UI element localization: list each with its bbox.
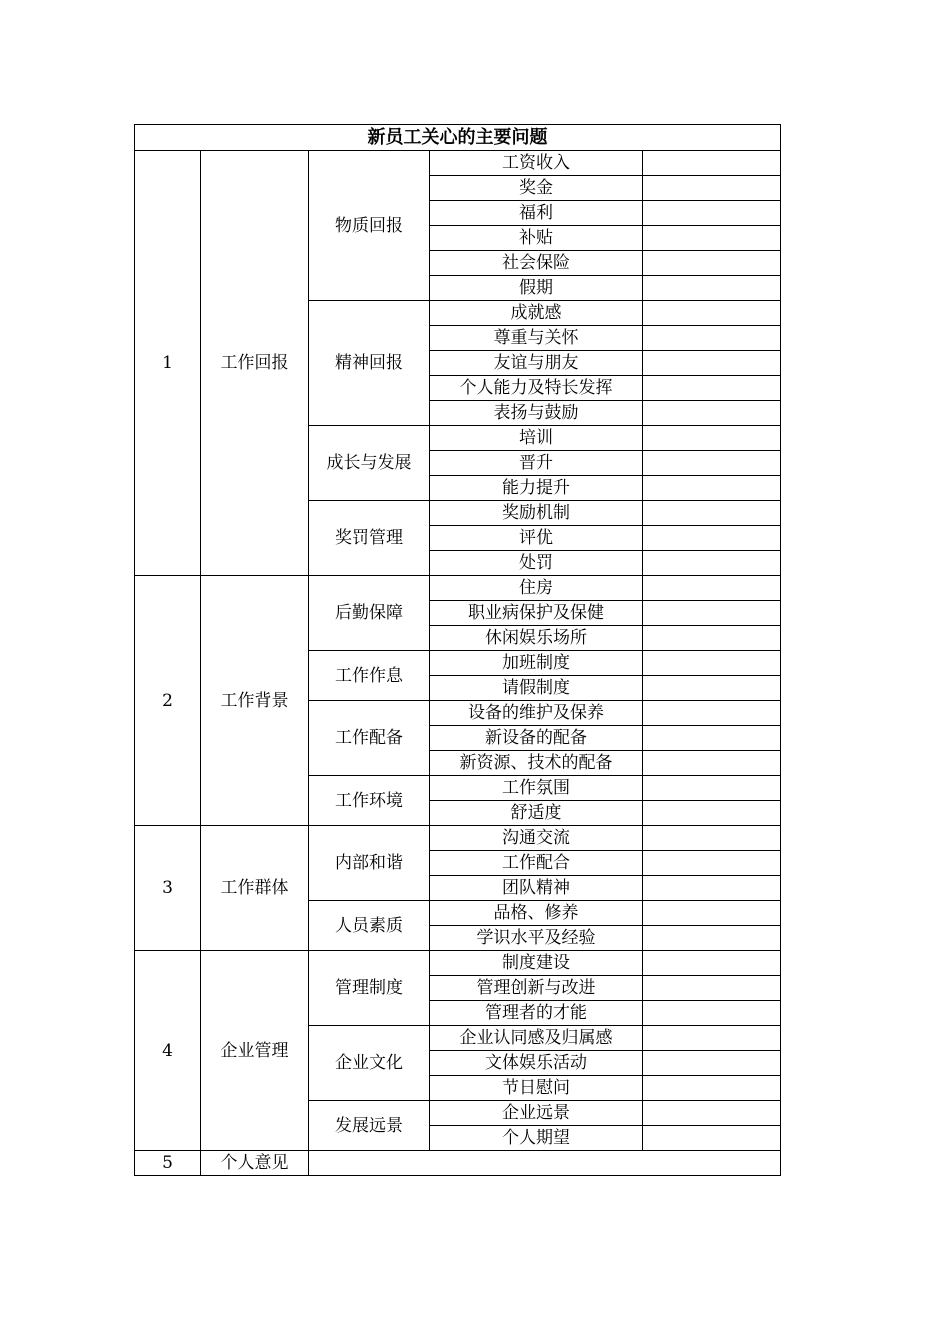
answer-cell[interactable] xyxy=(643,976,781,1001)
item-name: 设备的维护及保养 xyxy=(430,701,643,726)
group-name: 工作配备 xyxy=(309,701,430,776)
section-number: 2 xyxy=(135,576,201,826)
table-row xyxy=(135,826,781,851)
group-name: 人员素质 xyxy=(309,901,430,951)
item-name: 文体娱乐活动 xyxy=(430,1051,643,1076)
item-name: 制度建设 xyxy=(430,951,643,976)
item-name: 假期 xyxy=(430,276,643,301)
item-name: 舒适度 xyxy=(430,801,643,826)
table-row xyxy=(135,576,781,601)
answer-cell[interactable] xyxy=(643,726,781,751)
item-name: 尊重与关怀 xyxy=(430,326,643,351)
item-name: 表扬与鼓励 xyxy=(430,401,643,426)
answer-cell[interactable] xyxy=(643,501,781,526)
item-name: 工作氛围 xyxy=(430,776,643,801)
answer-cell[interactable] xyxy=(643,876,781,901)
answer-cell[interactable] xyxy=(643,176,781,201)
item-name: 企业认同感及归属感 xyxy=(430,1026,643,1051)
item-name: 个人能力及特长发挥 xyxy=(430,376,643,401)
answer-cell[interactable] xyxy=(643,951,781,976)
item-name: 沟通交流 xyxy=(430,826,643,851)
answer-cell[interactable] xyxy=(643,801,781,826)
section-name: 工作回报 xyxy=(201,151,309,576)
section-name: 个人意见 xyxy=(201,1151,309,1176)
answer-cell[interactable] xyxy=(643,701,781,726)
item-name: 奖励机制 xyxy=(430,501,643,526)
group-name: 工作作息 xyxy=(309,651,430,701)
opinion-cell[interactable] xyxy=(309,1151,781,1176)
item-name: 团队精神 xyxy=(430,876,643,901)
answer-cell[interactable] xyxy=(643,901,781,926)
item-name: 社会保险 xyxy=(430,251,643,276)
title-row xyxy=(135,125,781,151)
table-row xyxy=(135,151,781,176)
item-name: 工资收入 xyxy=(430,151,643,176)
answer-cell[interactable] xyxy=(643,276,781,301)
group-name: 成长与发展 xyxy=(309,426,430,501)
section-name: 企业管理 xyxy=(201,951,309,1151)
answer-cell[interactable] xyxy=(643,251,781,276)
section-number: 1 xyxy=(135,151,201,576)
answer-cell[interactable] xyxy=(643,1126,781,1151)
item-name: 处罚 xyxy=(430,551,643,576)
item-name: 学识水平及经验 xyxy=(430,926,643,951)
table-title: 新员工关心的主要问题 xyxy=(135,125,781,151)
group-name: 内部和谐 xyxy=(309,826,430,901)
survey-body xyxy=(135,125,781,1176)
answer-cell[interactable] xyxy=(643,451,781,476)
answer-cell[interactable] xyxy=(643,526,781,551)
answer-cell[interactable] xyxy=(643,426,781,451)
item-name: 企业远景 xyxy=(430,1101,643,1126)
answer-cell[interactable] xyxy=(643,226,781,251)
answer-cell[interactable] xyxy=(643,1076,781,1101)
group-name: 工作环境 xyxy=(309,776,430,826)
answer-cell[interactable] xyxy=(643,826,781,851)
answer-cell[interactable] xyxy=(643,1101,781,1126)
item-name: 个人期望 xyxy=(430,1126,643,1151)
group-name: 精神回报 xyxy=(309,301,430,426)
item-name: 管理者的才能 xyxy=(430,1001,643,1026)
item-name: 管理创新与改进 xyxy=(430,976,643,1001)
group-name: 奖罚管理 xyxy=(309,501,430,576)
answer-cell[interactable] xyxy=(643,601,781,626)
table-row-final xyxy=(135,1151,781,1176)
group-name: 物质回报 xyxy=(309,151,430,301)
answer-cell[interactable] xyxy=(643,376,781,401)
answer-cell[interactable] xyxy=(643,301,781,326)
answer-cell[interactable] xyxy=(643,751,781,776)
item-name: 加班制度 xyxy=(430,651,643,676)
answer-cell[interactable] xyxy=(643,201,781,226)
item-name: 友谊与朋友 xyxy=(430,351,643,376)
item-name: 晋升 xyxy=(430,451,643,476)
group-name: 后勤保障 xyxy=(309,576,430,651)
survey-table xyxy=(134,124,781,1176)
answer-cell[interactable] xyxy=(643,776,781,801)
item-name: 能力提升 xyxy=(430,476,643,501)
item-name: 职业病保护及保健 xyxy=(430,601,643,626)
table-row xyxy=(135,951,781,976)
item-name: 福利 xyxy=(430,201,643,226)
answer-cell[interactable] xyxy=(643,1026,781,1051)
answer-cell[interactable] xyxy=(643,151,781,176)
answer-cell[interactable] xyxy=(643,626,781,651)
item-name: 请假制度 xyxy=(430,676,643,701)
answer-cell[interactable] xyxy=(643,351,781,376)
answer-cell[interactable] xyxy=(643,476,781,501)
item-name: 新设备的配备 xyxy=(430,726,643,751)
group-name: 发展远景 xyxy=(309,1101,430,1151)
section-number: 4 xyxy=(135,951,201,1151)
section-name: 工作背景 xyxy=(201,576,309,826)
item-name: 住房 xyxy=(430,576,643,601)
section-name: 工作群体 xyxy=(201,826,309,951)
item-name: 休闲娱乐场所 xyxy=(430,626,643,651)
item-name: 节日慰问 xyxy=(430,1076,643,1101)
section-number: 3 xyxy=(135,826,201,951)
answer-cell[interactable] xyxy=(643,1051,781,1076)
item-name: 工作配合 xyxy=(430,851,643,876)
answer-cell[interactable] xyxy=(643,676,781,701)
item-name: 新资源、技术的配备 xyxy=(430,751,643,776)
answer-cell[interactable] xyxy=(643,651,781,676)
section-number: 5 xyxy=(135,1151,201,1176)
group-name: 管理制度 xyxy=(309,951,430,1026)
answer-cell[interactable] xyxy=(643,926,781,951)
answer-cell[interactable] xyxy=(643,851,781,876)
answer-cell[interactable] xyxy=(643,576,781,601)
answer-cell[interactable] xyxy=(643,551,781,576)
answer-cell[interactable] xyxy=(643,1001,781,1026)
item-name: 补贴 xyxy=(430,226,643,251)
item-name: 培训 xyxy=(430,426,643,451)
item-name: 品格、修养 xyxy=(430,901,643,926)
group-name: 企业文化 xyxy=(309,1026,430,1101)
answer-cell[interactable] xyxy=(643,401,781,426)
item-name: 评优 xyxy=(430,526,643,551)
item-name: 奖金 xyxy=(430,176,643,201)
answer-cell[interactable] xyxy=(643,326,781,351)
item-name: 成就感 xyxy=(430,301,643,326)
